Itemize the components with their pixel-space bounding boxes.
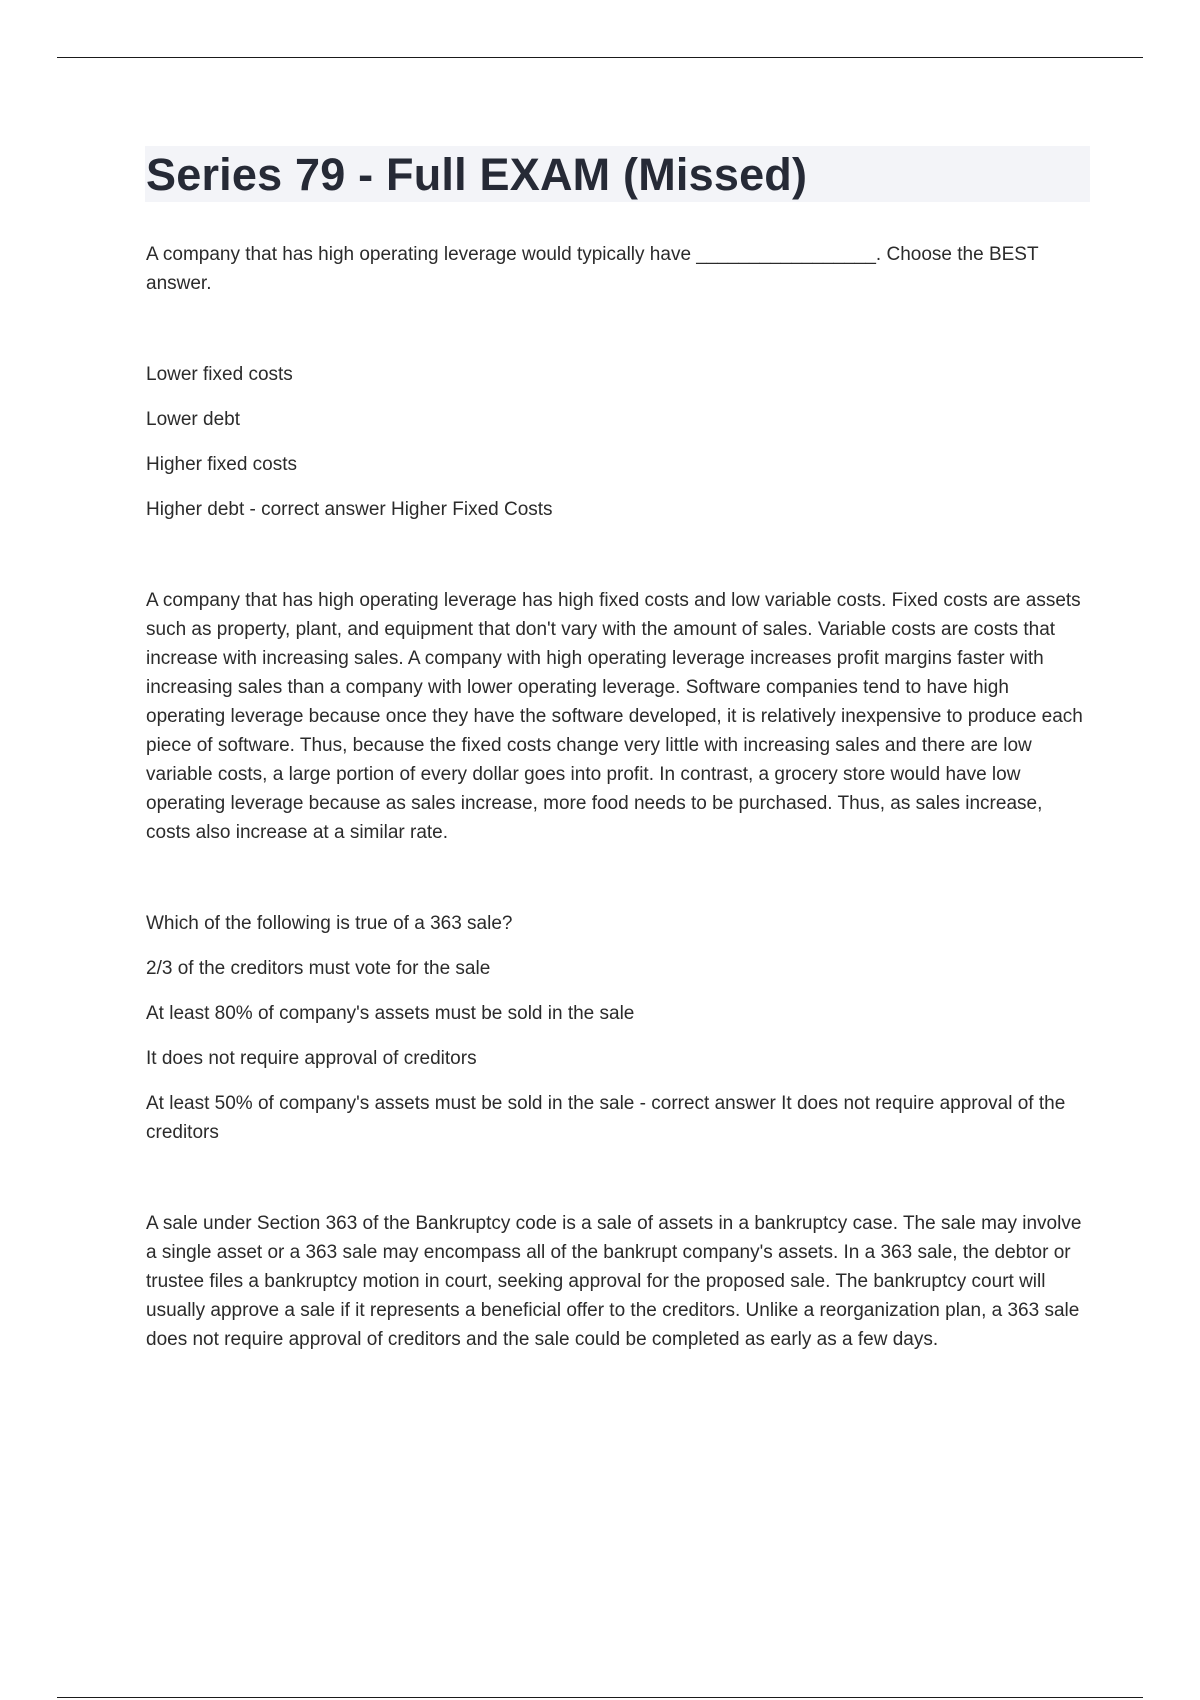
answer-option: Lower fixed costs bbox=[146, 364, 293, 385]
answer-option: 2/3 of the creditors must vote for the sale bbox=[146, 958, 491, 979]
document-body bbox=[146, 146, 1090, 1354]
bottom-rule bbox=[57, 1697, 1143, 1698]
page-title: Series 79 - Full EXAM (Missed) bbox=[146, 148, 808, 200]
explanation-text: A company that has high operating leverage has high fixed costs and low variable costs. Fixed costs are assets such as property, plant, and equipment that don't vary with the amount of sales. Variable costs are costs that increase with increasing sales. A company with high operating leverage increases profit margins faster with increasing sales than a company with lower operating leverage. Software companies tend to have high operating leverage because once they have the software developed, it is relatively inexpensive to produce each piece of software. Thus, because the fixed costs change very little with increasing sales and there are low variable costs, a large portion of every dollar goes into profit. In contrast, a grocery store would have low operating leverage because as sales increase, more food needs to be purchased. Thus, as sales increase, costs also increase at a similar rate. bbox=[146, 590, 1083, 843]
question-text: A company that has high operating leverage would typically have _________________. Choose the BEST answer. bbox=[146, 244, 1039, 294]
answer-option: Lower debt bbox=[146, 409, 241, 430]
question-block-1 bbox=[146, 240, 1090, 847]
answer-option: It does not require approval of creditors bbox=[146, 1048, 477, 1069]
answer-option-correct: Higher debt - correct answer Higher Fixed Costs bbox=[146, 499, 553, 520]
question-block-2 bbox=[146, 909, 1090, 1354]
question-text: Which of the following is true of a 363 sale? bbox=[146, 913, 513, 934]
explanation-text: A sale under Section 363 of the Bankruptcy code is a sale of assets in a bankruptcy case. The sale may involve a single asset or a 363 sale may encompass all of the bankrupt company's assets. In a 363 sale, the debtor or trustee files a bankruptcy motion in court, seeking approval for the proposed sale. The bankruptcy court will usually approve a sale if it represents a beneficial offer to the creditors. Unlike a reorganization plan, a 363 sale does not require approval of creditors and the sale could be completed as early as a few days. bbox=[146, 1213, 1082, 1350]
answer-option-correct: At least 50% of company's assets must be sold in the sale - correct answer It does not require approval of the creditors bbox=[146, 1093, 1066, 1143]
title-band bbox=[145, 146, 1090, 202]
top-rule bbox=[57, 57, 1143, 58]
answer-option: Higher fixed costs bbox=[146, 454, 298, 475]
answer-option: At least 80% of company's assets must be sold in the sale bbox=[146, 1003, 635, 1024]
